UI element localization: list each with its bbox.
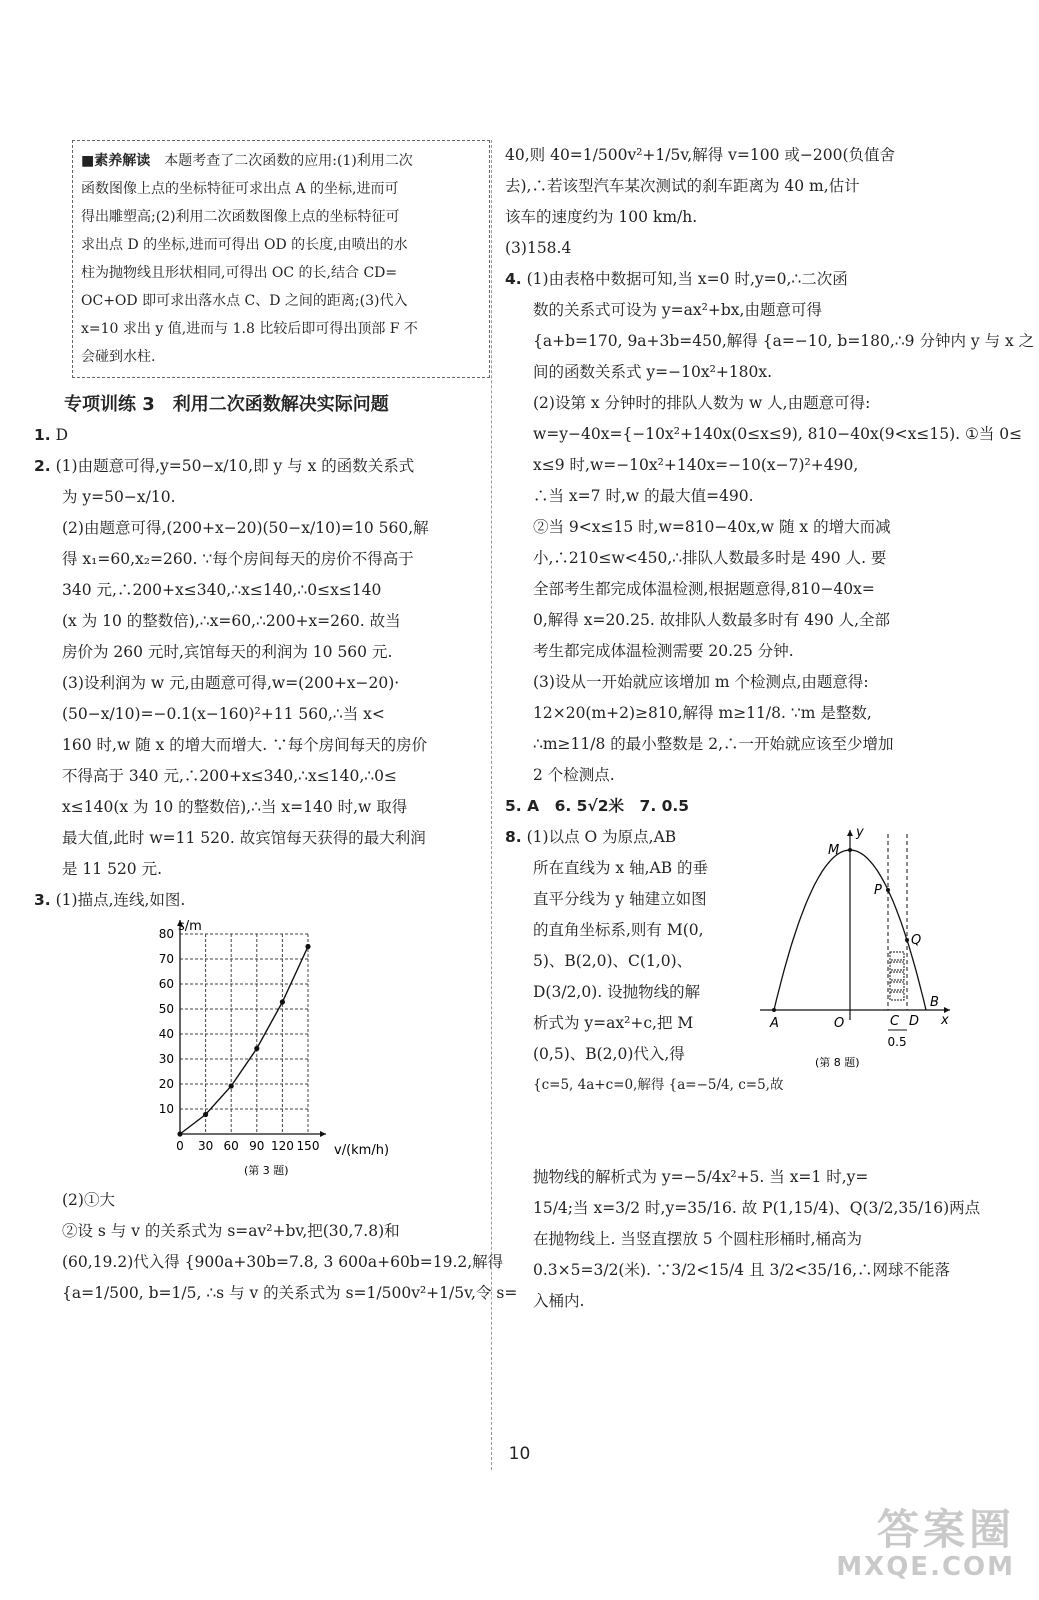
label-a: A [770,1016,779,1031]
box-line: 柱为抛物线且形状相同,可得出 OC 的长,结合 CD= [81,265,398,281]
answer-line: 的直角坐标系,则有 M(0, [533,921,704,939]
box-title: ■素养解读 [81,153,151,169]
answer-line: 在抛物线上. 当竖直摆放 5 个圆柱形桶时,桶高为 [533,1230,862,1248]
answer-line: 5)、B(2,0)、C(1,0)、 [533,952,693,970]
label-b: B [930,995,939,1010]
x-tick-label: 120 [270,1139,294,1153]
label-q: Q [911,933,922,948]
answer-line: x≤140(x 为 10 的整数倍),∴当 x=140 时,w 取得 [62,798,408,816]
question-number: 3. [34,891,51,909]
answer-line: 12×20(m+2)≥810,解得 m≥11/8. ∵m 是整数, [533,704,872,722]
answer-line: (3)158.4 [505,239,572,257]
data-point [177,1131,182,1136]
y-axis-label: s/m [178,919,202,934]
answer-line: 所在直线为 x 轴,AB 的垂 [533,859,709,877]
answer-line: ∴当 x=7 时,w 的最大值=490. [533,487,754,505]
question-3 [34,885,518,1309]
barrel [890,982,904,990]
question-4 [505,264,1035,791]
data-point [229,1083,234,1088]
point-m [848,848,852,852]
question-number: 2. [34,457,51,475]
answer-line: 全部考生都完成体温检测,根据题意得,810−40x= [533,580,875,598]
label-o: O [834,1016,845,1031]
answer-line: 40,则 40=1/500v²+1/5v,解得 v=100 或−200(负值舍 [505,146,896,164]
y-tick-label: 40 [158,1027,174,1041]
answer-line: 该车的速度约为 100 km/h. [505,208,698,226]
answer-line: ∴m≥11/8 的最小整数是 2,∴一开始就应该至少增加 [533,735,894,753]
parabola-diagram [755,822,955,1072]
answer-line: {c=5, 4a+c=0,解得 {a=−5/4, c=5,故 [533,1077,784,1093]
label-m: M [828,843,840,858]
answer-line: 房价为 260 元时,宾馆每天的利润为 10 560 元. [62,643,393,661]
barrel [890,972,904,980]
answer-line: (1)由表格中数据可知,当 x=0 时,y=0,∴二次函 [526,270,848,288]
label-x: x [941,1013,949,1028]
answer-line: 最大值,此时 w=11 520. 故宾馆每天获得的最大利润 [62,829,426,847]
answer-line: (50−x/10)=−0.1(x−160)²+11 560,∴当 x< [62,705,385,723]
box-line: 会碰到水柱. [81,349,156,365]
x-tick-label: 30 [197,1139,214,1153]
label-d: D [909,1014,920,1029]
x-tick-label: 90 [249,1139,265,1153]
chart-caption: (第 3 题) [244,1164,289,1177]
question-8 [505,822,949,1162]
data-point [254,1046,259,1051]
watermark-text: 答案圈 [876,1505,1015,1554]
answer-line: (60,19.2)代入得 {900a+30b=7.8, 3 600a+60b=19.2,解得 [62,1253,504,1271]
question-1 [34,420,484,451]
answer-line: 0,解得 x=20.25. 故排队人数最多时有 490 人,全部 [533,611,891,629]
answer-line: (0,5)、B(2,0)代入,得 [533,1045,685,1063]
answer-line: 2 个检测点. [533,766,615,784]
box-line: 求出点 D 的坐标,进而可得出 OD 的长度,由喷出的水 [81,237,408,253]
data-point [203,1112,208,1117]
answer-line: 小,∴210≤w<450,∴排队人数最多时是 490 人. 要 [533,549,887,567]
page-number: 10 [508,1444,531,1464]
literacy-interpretation-box [72,140,490,378]
question-number: 1. [34,426,51,444]
answer-line: 为 y=50−x/10. [62,488,176,506]
answer-line: (x 为 10 的整数倍),∴x=60,∴200+x=260. 故当 [62,612,401,630]
answer-line: (3)设从一开始就应该增加 m 个检测点,由题意得: [533,673,869,691]
answer-line: 不得高于 340 元,∴200+x≤340,∴x≤140,∴0≤ [62,767,397,785]
answer-line: (2)由题意可得,(200+x−20)(50−x/10)=10 560,解 [62,519,429,537]
answer-line: 间的函数关系式 y=−10x²+180x. [533,363,773,381]
answer-line: 析式为 y=ax²+c,把 M [533,1014,694,1032]
answer-line: 数的关系式可设为 y=ax²+bx,由题意可得 [533,301,822,319]
y-axis-arrow [847,830,853,836]
x-axis-arrow [320,1131,326,1137]
y-tick-label: 70 [158,952,174,966]
label-p: P [874,883,882,898]
answer-line: 直平分线为 y 轴建立如图 [533,890,707,908]
watermark [836,1505,1015,1582]
chart-caption: (第 8 题) [815,1056,860,1069]
answer-line: ②设 s 与 v 的关系式为 s=av²+bv,把(30,7.8)和 [62,1222,400,1240]
figure-3 [144,916,394,1185]
data-point [280,999,285,1004]
answer-line: D(3/2,0). 设抛物线的解 [533,983,701,1001]
section-title: 专项训练 3 利用二次函数解决实际问题 [64,394,389,415]
point-q [905,938,909,942]
answer-line: (1)由题意可得,y=50−x/10,即 y 与 x 的函数关系式 [55,457,415,475]
answer-line: ②当 9<x≤15 时,w=810−40x,w 随 x 的增大而减 [533,518,891,536]
box-line: 本题考查了二次函数的应用:(1)利用二次 [164,153,413,169]
data-point [305,944,310,949]
box-line: 函数图像上点的坐标特征可求出点 A 的坐标,进而可 [81,181,399,197]
questions-5-7: 5. A 6. 5√2米 7. 0.5 [505,797,690,815]
label-c: C [890,1014,900,1029]
question-2 [34,451,484,885]
box-line: 得出雕塑高;(2)利用二次函数图像上点的坐标特征可 [81,209,400,225]
watermark-site: MXQE.COM [836,1552,1015,1582]
y-tick-label: 80 [158,927,174,941]
answer-line: 入桶内. [533,1292,585,1310]
point-p [886,888,890,892]
x-tick-label: 60 [223,1139,239,1153]
question-number: 4. [505,270,522,288]
answer-line: (2)设第 x 分钟时的排队人数为 w 人,由题意可得: [533,394,871,412]
answer-line: 得 x₁=60,x₂=260. ∵每个房间每天的房价不得高于 [62,550,414,568]
left-column [34,140,518,1309]
speed-distance-chart [144,916,394,1181]
barrel [890,952,904,960]
box-line: x=10 求出 y 值,进而与 1.8 比较后即可得出顶部 F 不 [81,321,418,337]
y-tick-label: 10 [158,1102,174,1116]
x-tick-label: 0 [176,1139,184,1153]
y-tick-label: 50 [158,1002,174,1016]
answer-line: 去),∴若该型汽车某次测试的刹车距离为 40 m,估计 [505,177,860,195]
answer-line: 160 时,w 随 x 的增大而增大. ∵每个房间每天的房价 [62,736,428,754]
y-tick-label: 30 [158,1052,174,1066]
answer-line: 0.3×5=3/2(米). ∵3/2<15/4 且 3/2<35/16,∴网球不能落 [533,1261,951,1279]
box-line: OC+OD 即可求出落水点 C、D 之间的距离;(3)代入 [81,293,408,309]
answer-line: (1)以点 O 为原点,AB [526,828,677,846]
y-tick-label: 20 [158,1077,174,1091]
answer-line: 340 元,∴200+x≤340,∴x≤140,∴0≤x≤140 [62,581,382,599]
point-a [772,1008,776,1012]
barrel [890,992,904,1000]
barrel [890,962,904,970]
answer-line: 考生都完成体温检测需要 20.25 分钟. [533,642,794,660]
answer-line: 是 11 520 元. [62,860,163,878]
question-number: 8. [505,828,522,846]
answer-line: (3)设利润为 w 元,由题意可得,w=(200+x−20)· [62,674,400,692]
y-tick-label: 60 [158,977,174,991]
x-axis-label: v/(km/h) [334,1143,390,1158]
right-column [505,140,1035,1317]
answer-line: x≤9 时,w=−10x²+140x=−10(x−7)²+490, [533,456,859,474]
label-dimension: 0.5 [887,1035,907,1049]
column-divider [491,140,492,1470]
answer-line: 抛物线的解析式为 y=−5/4x²+5. 当 x=1 时,y= [533,1168,869,1186]
answer-line: {a+b=170, 9a+3b=450,解得 {a=−10, b=180,∴9 分钟内 y 与 x 之 [533,332,1035,350]
answer-line: 15/4;当 x=3/2 时,y=35/16. 故 P(1,15/4)、Q(3/2,35/16)两点 [533,1199,981,1217]
answer-line: {a=1/500, b=1/5, ∴s 与 v 的关系式为 s=1/500v²+1/5v,令 s= [62,1284,518,1302]
label-y: y [856,825,864,840]
x-tick-label: 150 [296,1139,320,1153]
answer-text: D [55,426,69,444]
answer-line: (1)描点,连线,如图. [55,891,186,909]
figure-8 [755,822,955,1076]
fitted-curve [180,947,308,1135]
answer-line: (2)①大 [62,1191,115,1209]
answer-line: w=y−40x={−10x²+140x(0≤x≤9), 810−40x(9<x≤15). ①当 0≤ [533,425,1023,443]
